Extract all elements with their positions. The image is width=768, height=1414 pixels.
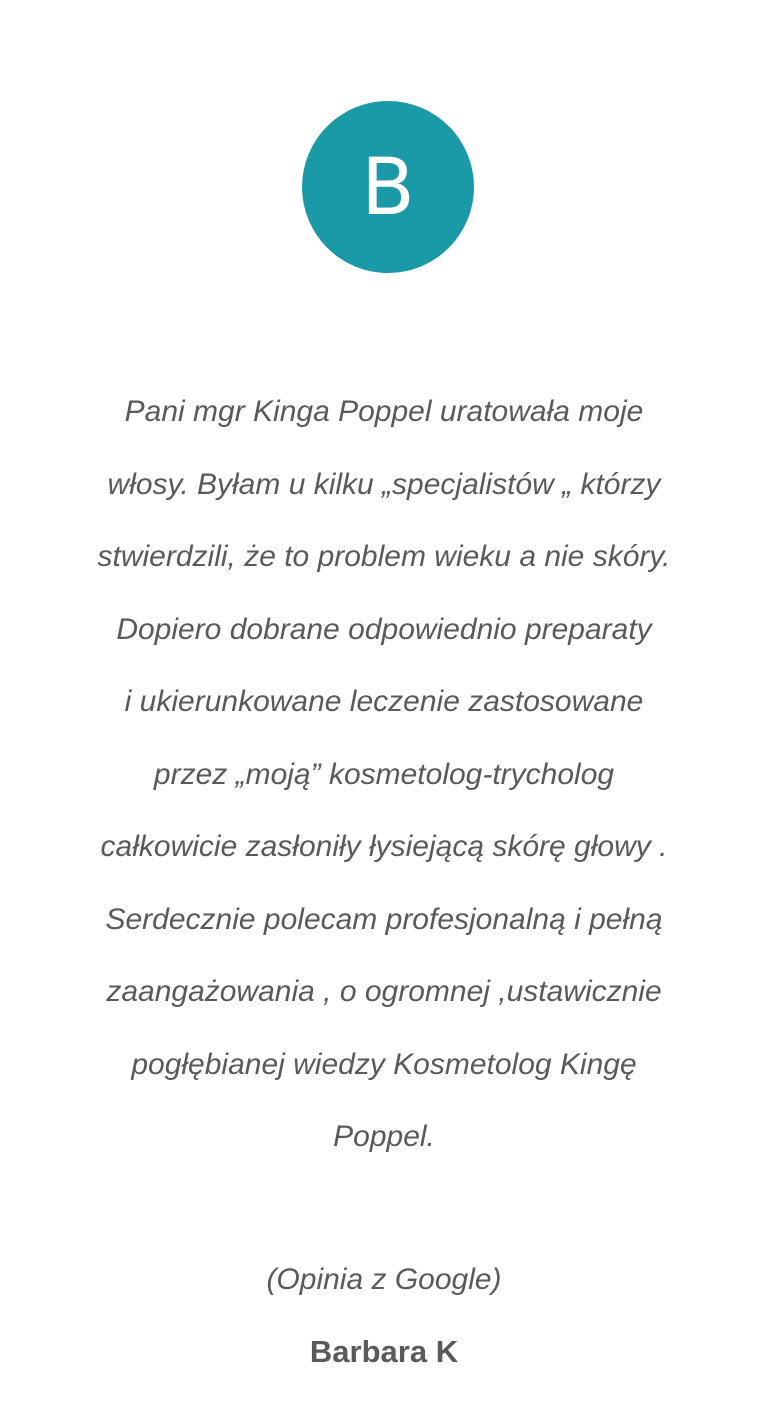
- review-text: Pani mgr Kinga Poppel uratowała moje włosy. Byłam u kilku „specjalistów „ którzy stwierdzili, że to problem wieku a nie skóry. Dopiero dobrane odpowiednio preparaty i ukierunkowane leczenie zastosowane przez „moją” kosmetolog-trycholog całkowicie zasłoniły łysiejącą skórę głowy . Serdecznie polecam profesjonalną i pełną zaangażowania , o ogromnej ,ustawicznie pogłębianej wiedzy Kosmetolog Kingę Poppel.: [97, 395, 671, 1153]
- review-author: Barbara K: [309, 1334, 459, 1369]
- review-source: (Opinia z Google): [266, 1263, 502, 1296]
- avatar-initial: B: [361, 143, 415, 233]
- reviewer-avatar: [302, 101, 474, 273]
